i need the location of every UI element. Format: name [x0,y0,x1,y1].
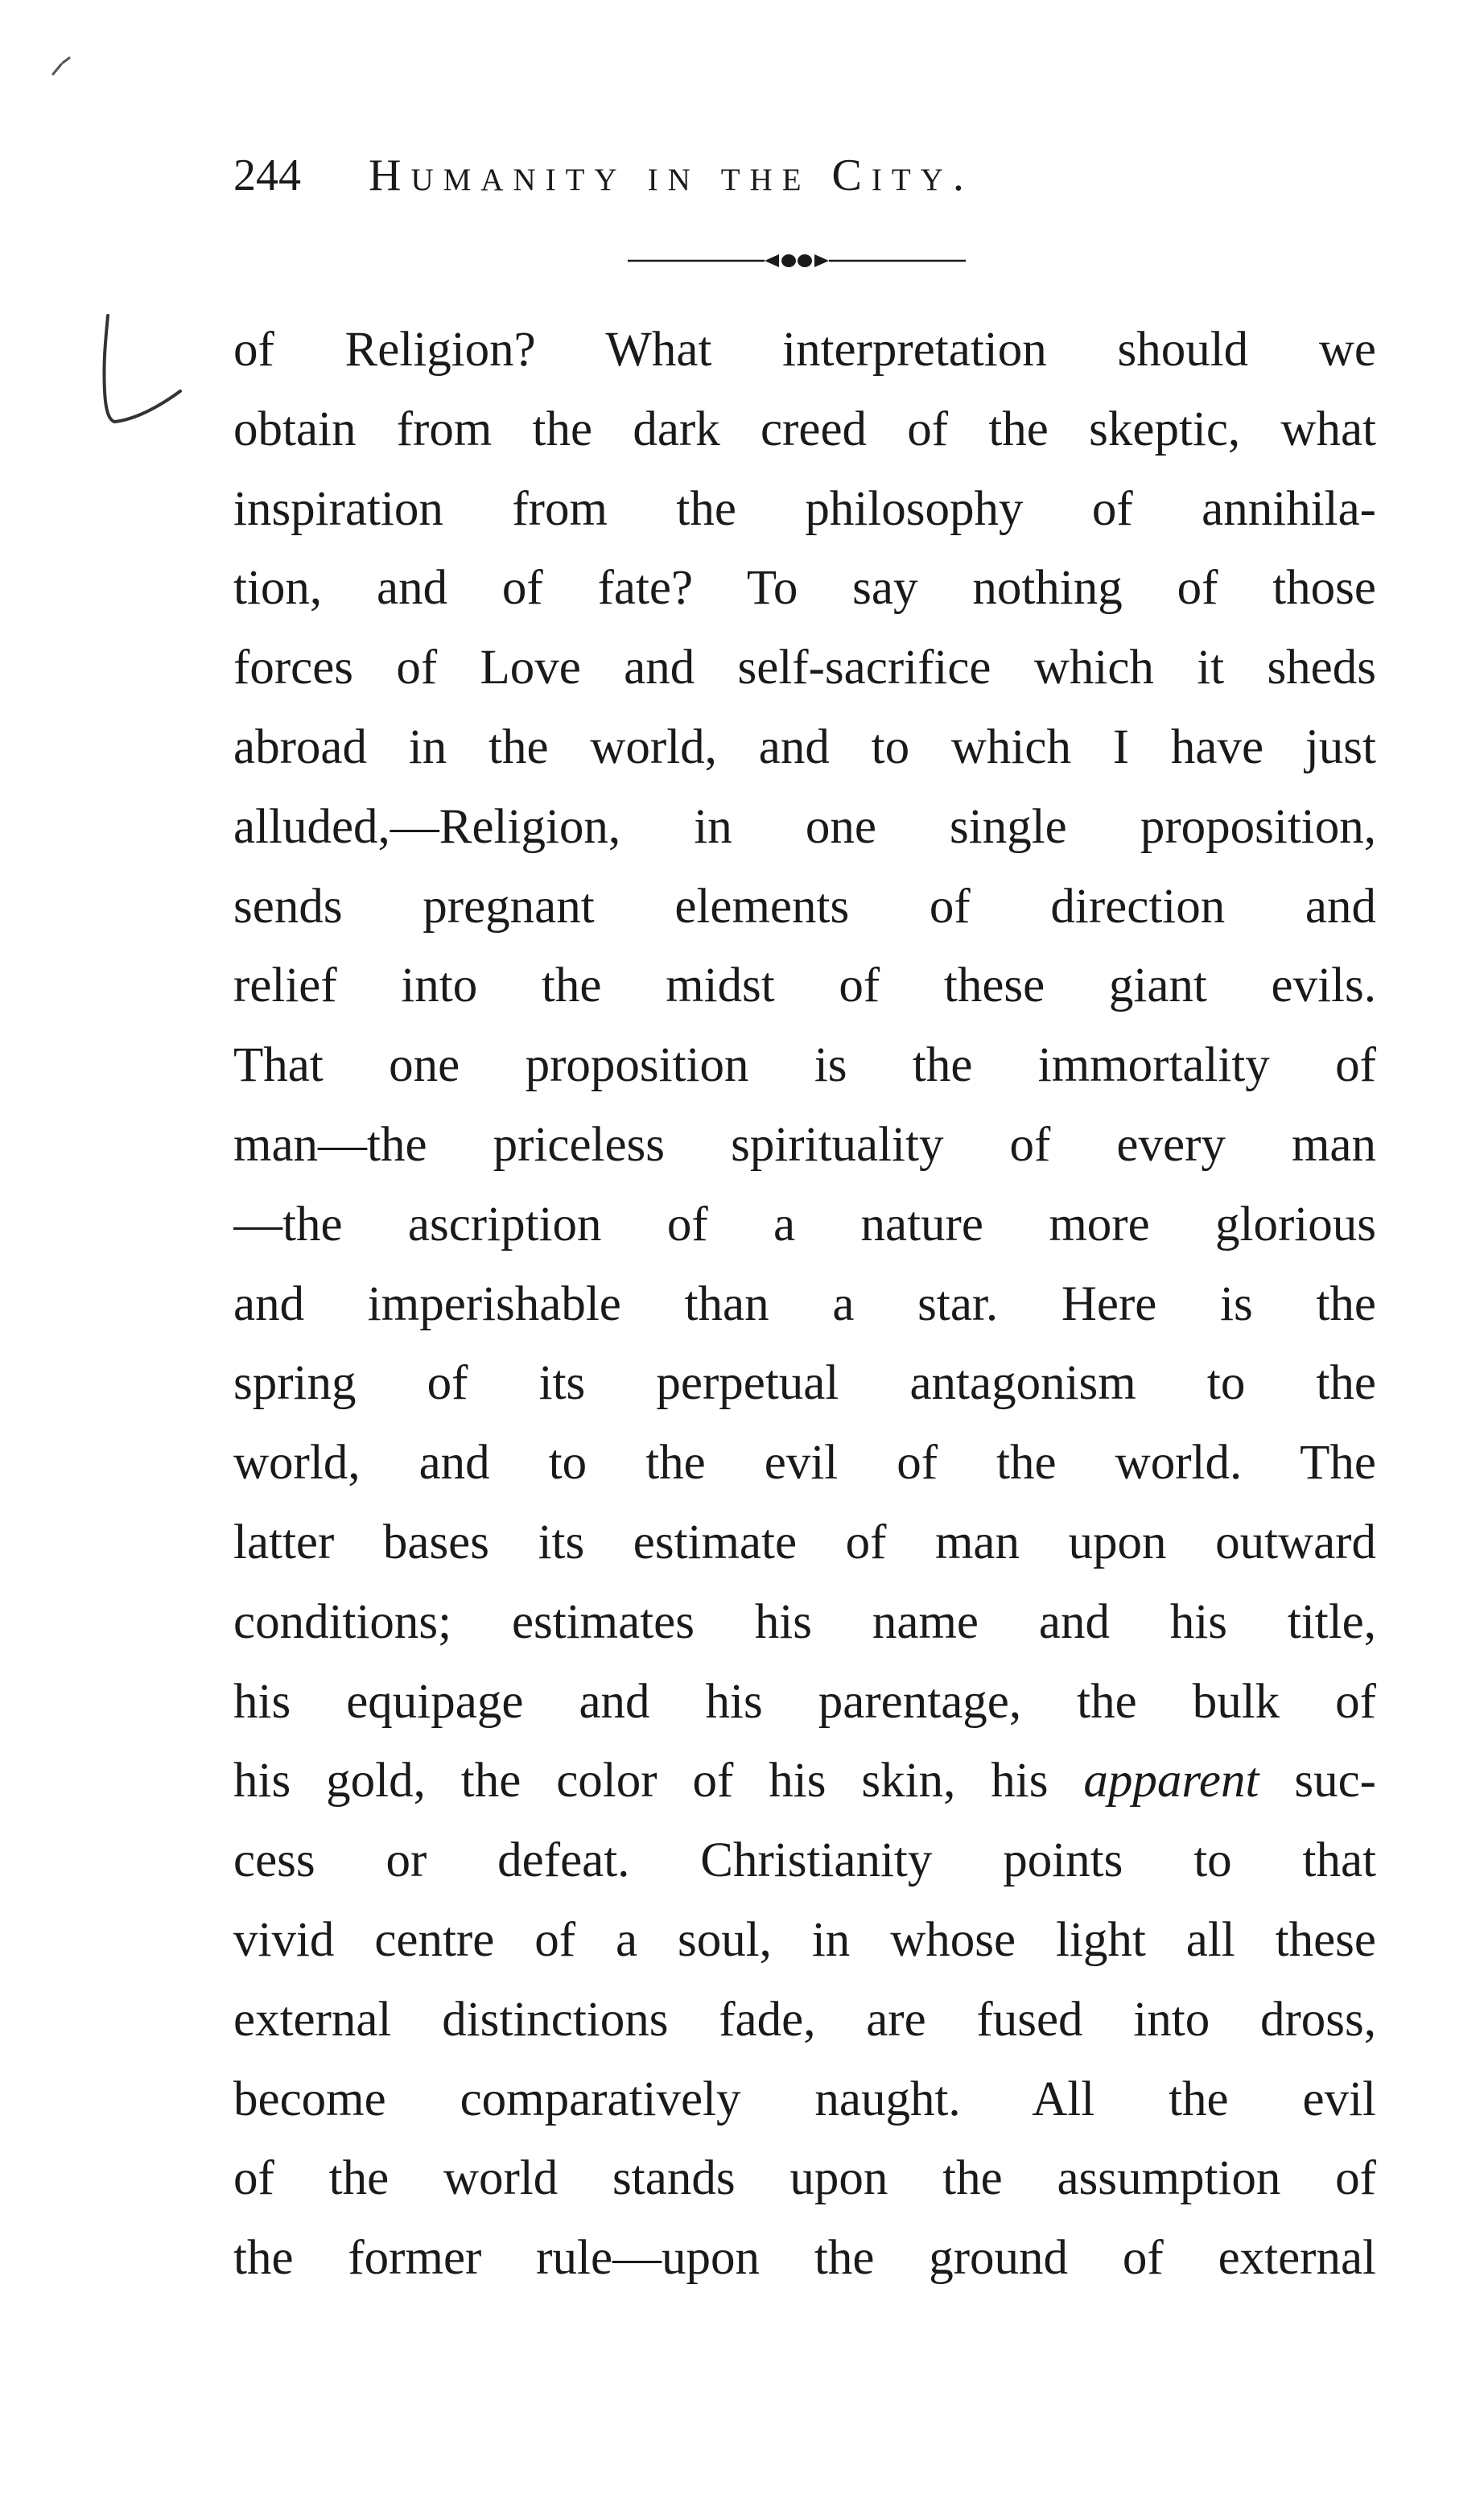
text-segment: spring of its perpetual antagonism to the [233,1356,1376,1411]
text-line [233,1026,1376,1106]
text-segment: man—the priceless spirituality of every man [233,1117,1376,1172]
text-line [233,788,1376,868]
text-segment: forces of Love and self-sacrifice which it sheds [233,641,1376,695]
running-head [233,143,1255,208]
text-line [233,1106,1376,1186]
text-segment: conditions; estimates his name and his title, [233,1594,1376,1649]
text-segment: abroad in the world, and to which I have just [233,720,1376,774]
text-line [233,1981,1376,2060]
text-line [233,1503,1376,1583]
text-segment: his equipage and his parentage, the bulk of [233,1674,1376,1729]
text-line [233,470,1376,550]
text-line [233,390,1376,470]
text-line [233,2139,1376,2219]
text-line [233,549,1376,629]
text-line [233,1186,1376,1265]
italic-word: apparent [1083,1754,1259,1808]
text-line [233,1583,1376,1663]
text-segment: cess or defeat. Christianity points to that [233,1833,1376,1888]
text-segment: suc- [1259,1754,1376,1808]
text-segment: world, and to the evil of the world. The [233,1436,1376,1491]
text-line [233,1742,1376,1821]
text-segment: alluded,—Religion, in one single proposition, [233,799,1376,854]
text-segment: his gold, the color of his skin, his [233,1754,1084,1808]
text-line [233,2219,1376,2299]
text-segment: the former rule—upon the ground of external [233,2231,1376,2286]
running-title: Humanity in the City. [369,151,974,200]
text-line [233,629,1376,708]
text-line [233,2060,1376,2140]
text-segment: sends pregnant elements of direction and [233,879,1376,934]
margin-bracket-mark [90,311,195,431]
text-line [233,1344,1376,1424]
text-segment: relief into the midst of these giant evils. [233,959,1376,1013]
text-segment: That one proposition is the immortality of [233,1038,1376,1093]
text-line [233,1901,1376,1981]
text-segment: latter bases its estimate of man upon outward [233,1515,1376,1569]
text-line [233,946,1376,1026]
text-segment: and imperishable than a star. Here is the [233,1276,1376,1331]
text-line [233,1663,1376,1742]
text-line [233,1424,1376,1503]
header-ornament-rule [628,251,966,270]
text-segment: inspiration from the philosophy of annihila- [233,481,1376,536]
text-segment: obtain from the dark creed of the skeptic, what [233,402,1376,456]
page-number: 244 [233,151,301,200]
text-line [233,311,1376,390]
text-segment: external distinctions fade, are fused into dross, [233,1992,1376,2047]
text-segment: become comparatively naught. All the evil [233,2072,1376,2126]
text-line [233,1821,1376,1901]
text-segment: of Religion? What interpretation should we [233,323,1376,377]
text-line [233,868,1376,947]
text-line [233,708,1376,788]
text-line [233,1265,1376,1345]
text-segment: tion, and of fate? To say nothing of those [233,561,1376,616]
body-text [233,311,1376,2299]
text-segment: —the ascription of a nature more glorious [233,1197,1376,1252]
corner-pencil-mark [50,55,74,79]
text-segment: vivid centre of a soul, in whose light all these [233,1912,1376,1967]
text-segment: of the world stands upon the assumption of [233,2151,1376,2206]
